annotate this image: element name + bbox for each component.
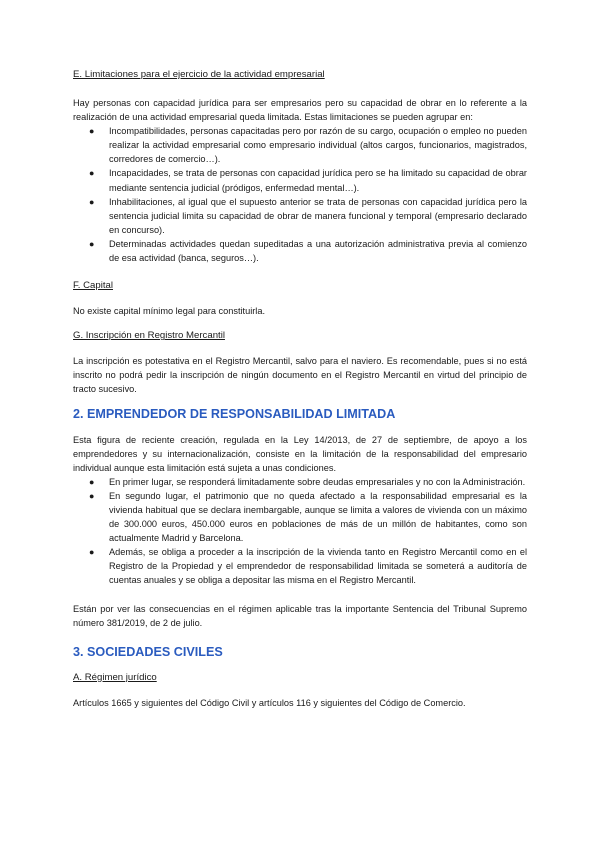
bullet-icon: ● [89, 238, 95, 249]
section-3-heading: 3. SOCIEDADES CIVILES [73, 644, 223, 659]
section-e-heading: E. Limitaciones para el ejercicio de la actividad empresarial [73, 69, 325, 80]
section-3a-heading: A. Régimen jurídico [73, 671, 157, 683]
bullet-icon: ● [89, 196, 95, 207]
bullet-icon: ● [89, 126, 95, 137]
section-2-intro: Esta figura de reciente creación, regulada en la Ley 14/2013, de 27 de septiembre, de apoyo a los emprendedores y su internacionalización, consiste en la limitación de la responsabilidad del empresario individual aunque esta limitación está sujeta a unas condiciones. [73, 434, 527, 473]
bullet-icon: ● [89, 168, 95, 179]
list-item: ● Incompatibilidades, personas capacitadas pero por razón de su cargo, ocupación o empleo no pueden realizar la actividad empresarial como empresario individual (altos cargos, funcionarios, magistrados, corredores de comercio…). [89, 126, 527, 165]
list-item: ● En primer lugar, se responderá limitadamente sobre deudas empresariales y no con la Administración. [109, 475, 527, 489]
section-g-text: La inscripción es potestativa en el Registro Mercantil, salvo para el naviero. Es recomendable, pues si no está inscrito no podrá pedir la inscripción de ningún documento en el Registro Mercantil en virtud del principio de tracto sucesivo. [73, 356, 527, 395]
list-item: ● Incapacidades, se trata de personas con capacidad jurídica pero se ha limitado su capacidad de obrar mediante sentencia judicial (pródigos, enfermedad mental…). [89, 168, 527, 193]
bullet-icon: ● [89, 547, 95, 558]
section-g-heading: G. Inscripción en Registro Mercantil [73, 330, 225, 342]
bullet-icon: ● [89, 476, 95, 487]
bullet-icon: ● [89, 490, 95, 501]
section-f-heading: F. Capital [73, 280, 113, 292]
section-e-list [73, 124, 527, 265]
list-item: ● Determinadas actividades quedan supeditadas a una autorización administrativa previa al comienzo de esa actividad (banca, seguros…). [89, 238, 527, 264]
list-item: ● En segundo lugar, el patrimonio que no queda afectado a la responsabilidad empresarial es la vivienda habitual que se declara inembargable, aunque se limita a valores de vivienda con un máximo de 300.000 euros, 450.000 euros en poblaciones de más de un millón de habitantes, como son actualmente Madrid y Barcelona. [89, 490, 527, 544]
section-f-text: No existe capital mínimo legal para constituirla. [73, 306, 266, 317]
section-e-intro: Hay personas con capacidad jurídica para ser empresarios pero su capacidad de obrar en lo referente a la realización de una actividad empresarial queda limitada. Estas limitaciones se pueden agrupar en: [73, 98, 527, 123]
section-3a-text: Artículos 1665 y siguientes del Código Civil y artículos 116 y siguientes del Código de Comercio. [73, 697, 466, 708]
section-2-heading: 2. EMPRENDEDOR DE RESPONSABILIDAD LIMITADA [73, 406, 396, 421]
list-item: ● Además, se obliga a proceder a la inscripción de la vivienda tanto en Registro Mercantil como en el Registro de la Propiedad y el emprendedor de responsabilidad limitada se someterá a auditoría de cuentas anuales y se obliga a depositar las misma en el Registro Mercantil. [89, 547, 527, 586]
list-item: ● Inhabilitaciones, al igual que el supuesto anterior se trata de personas con capacidad jurídica pero la sentencia judicial limita su capacidad de obrar de manera funcional y temporal (empresario declarado en concurso). [89, 196, 527, 235]
section-2-closing: Están por ver las consecuencias en el régimen aplicable tras la importante Sentencia del Tribunal Supremo número 381/2019, de 2 de julio. [73, 603, 527, 628]
section-2-list [73, 475, 527, 588]
